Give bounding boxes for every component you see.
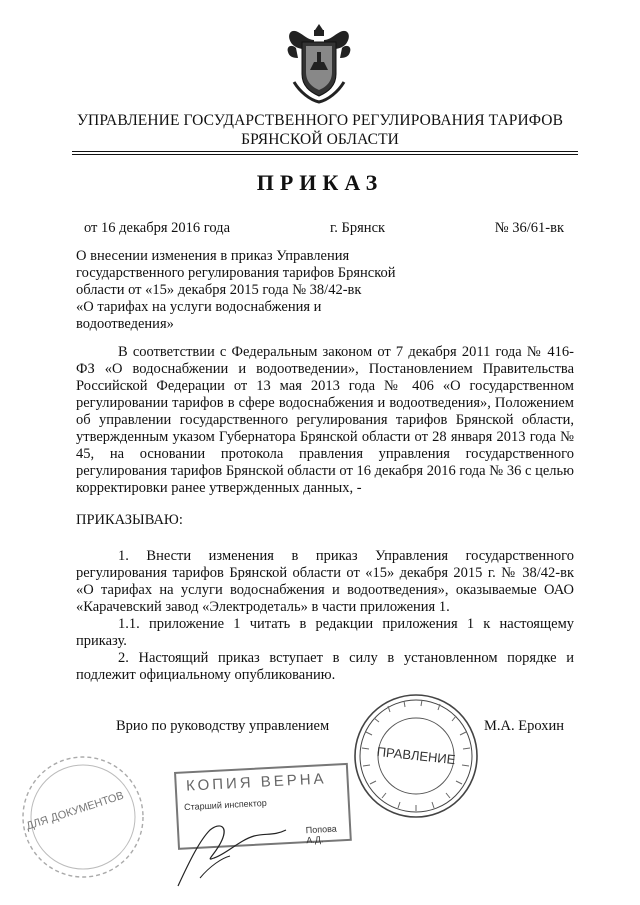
seal-text: ПРАВЛЕНИЕ bbox=[376, 743, 457, 768]
official-seal-icon bbox=[352, 692, 480, 820]
subject-line: государственного регулирования тарифов Брянской bbox=[76, 265, 396, 281]
header-divider bbox=[72, 151, 578, 152]
subject-line: О внесении изменения в приказ Управления bbox=[76, 248, 350, 264]
subject-line: области от «15» декабря 2015 года № 38/42-вк bbox=[76, 282, 362, 298]
header-divider bbox=[72, 154, 578, 155]
signer-name: М.А. Ерохин bbox=[484, 718, 565, 734]
copy-stamp-name: Попова А.Д. bbox=[305, 823, 338, 846]
order-item-1: 1. Внести изменения в приказ Управления государственного регулирования тарифов Брянской области от «15» декабря 2015 г. № 38/42-вк «О тарифах на услуги водоснабжения и водоотведения», оказываемые ОАО «Карачевский завод «Электродеталь» в части приложения 1. bbox=[76, 548, 574, 615]
document-date: от 16 декабря 2016 года bbox=[84, 220, 230, 236]
subject-line: «О тарифах на услуги водоснабжения и bbox=[76, 299, 322, 315]
organization-region: БРЯНСКОЙ ОБЛАСТИ bbox=[241, 131, 399, 148]
stamp-text: ДЛЯ ДОКУМЕНТОВ bbox=[24, 789, 126, 833]
subject-line: водоотведения» bbox=[76, 316, 174, 332]
organization-name: УПРАВЛЕНИЕ ГОСУДАРСТВЕННОГО РЕГУЛИРОВАНИЯ ТАРИФОВ bbox=[76, 112, 564, 129]
copy-stamp-position: Старший инспектор bbox=[183, 797, 267, 813]
document-stamp-icon bbox=[18, 752, 148, 882]
order-keyword: ПРИКАЗЫВАЮ: bbox=[76, 512, 183, 528]
coat-of-arms-icon bbox=[284, 22, 354, 104]
document-number: № 36/61-вк bbox=[494, 220, 564, 236]
handwritten-signature-icon bbox=[170, 797, 300, 890]
preamble-paragraph: В соответствии с Федеральным законом от 7 декабря 2011 года № 416-ФЗ «О водоснабжении и водоотведении», Постановлением Правительства Российской Федерации от 13 мая 2013 года № 406 «О государственном регулировании тарифов в сфере водоснабжения и водоотведения», Положением об управлении государственного регулирования тарифов Брянской области, утвержденным указом Губернатора Брянской области от 28 января 2013 года № 45, на основании протокола правления управления государственного регулирования тарифов Брянской области от 16 декабря 2016 года № 36 с целью корректировки ранее утвержденных данных, - bbox=[76, 344, 574, 496]
signer-role: Врио по руководству управлением bbox=[116, 718, 330, 734]
order-item-2: 2. Настоящий приказ вступает в силу в установленном порядке и подлежит официальному опубликованию. bbox=[76, 650, 574, 683]
order-item-1-1: 1.1. приложение 1 читать в редакции приложения 1 к настоящему приказу. bbox=[76, 616, 574, 649]
document-title: ПРИКАЗ bbox=[256, 170, 384, 195]
document-city: г. Брянск bbox=[330, 220, 386, 236]
document-subject bbox=[76, 248, 436, 333]
copy-stamp-title: КОПИЯ ВЕРНА bbox=[185, 770, 328, 795]
